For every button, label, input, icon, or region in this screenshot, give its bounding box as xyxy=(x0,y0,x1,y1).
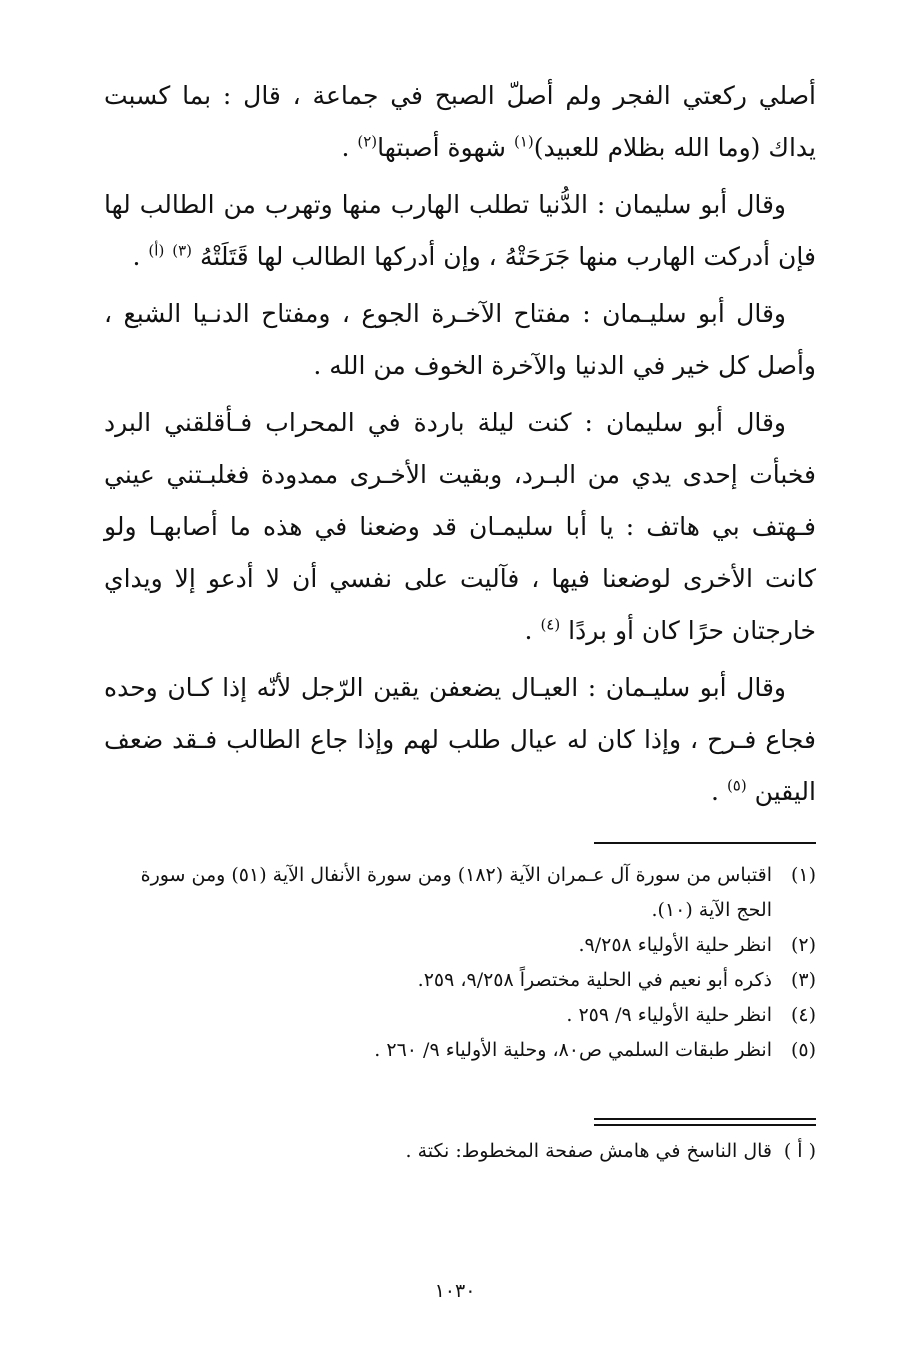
paragraph-text: وقال أبو سليمان : الدُّنيا تطلب الهارب منها وتهرب من الطالب لها فإن أدركت الهارب منها جَرَحَتْهُ ، وإن أدركها الطالب لها قَتَلَتْهُ xyxy=(104,190,816,271)
footnote-4 xyxy=(104,998,816,1033)
footnote-text: انظر طبقات السلمي ص٨٠، وحلية الأولياء ٩/ ٢٦٠ . xyxy=(374,1039,772,1061)
footnote-marker[interactable]: (١) xyxy=(513,132,534,151)
footnote-number: (٤) xyxy=(790,1004,816,1026)
margin-note-number: ( أ ) xyxy=(783,1140,816,1162)
footnote-separator xyxy=(594,842,816,844)
footnote-1 xyxy=(104,858,816,928)
footnote-marker[interactable]: (٤) xyxy=(540,615,561,634)
main-text xyxy=(104,70,816,823)
paragraph-end: . xyxy=(132,242,149,271)
footnote-number: (١) xyxy=(790,864,816,886)
footnote-text: ذكره أبو نعيم في الحلية مختصراً ٩/٢٥٨، ٢٥٩. xyxy=(417,969,772,991)
footnote-text: انظر حلية الأولياء ٩/٢٥٨. xyxy=(578,934,772,956)
paragraph-4 xyxy=(104,397,816,657)
paragraph-text: وقال أبو سليمان : كنت ليلة باردة في المحراب فـأقلقني البرد فخبأت إحدى يدي من البـرد، وبقيت الأخـرى ممدودة فغلبـتني عيني فـهتف بي هاتف : يا أبا سليمـان قد وضعنا في هذه ما أصابهـا ولو كانت الأخرى لوضعنا فيها ، فآليت على نفسي أن لا أدعو إلا ويداي خارجتان حرًا كان أو بردًا xyxy=(104,408,816,645)
margin-note-marker[interactable]: (أ) xyxy=(148,241,165,260)
footnote-text: انظر حلية الأولياء ٩/ ٢٥٩ . xyxy=(566,1004,772,1026)
paragraph-text: وقال أبو سليـمان : العيـال يضعفن يقين الرّجل لأنّه إذا كـان وحده فجاع فـرح ، وإذا كان له عيال طلب لهم وإذا جاع الطالب فـقد ضعف اليقين xyxy=(104,673,816,806)
footnote-text: اقتباس من سورة آل عـمران الآية (١٨٢) ومن سورة الأنفال الآية (٥١) ومن سورة الحج الآية (١٠). xyxy=(140,864,772,921)
footnote-marker[interactable]: (٥) xyxy=(726,776,747,795)
paragraph-end: . xyxy=(341,133,358,162)
footnote-marker[interactable]: (٢) xyxy=(357,132,378,151)
paragraph-tail: شهوة أصبتها xyxy=(377,133,514,162)
footnote-5 xyxy=(104,1033,816,1068)
footnote-number: (٥) xyxy=(790,1039,816,1061)
footnote-2 xyxy=(104,928,816,963)
margin-note xyxy=(104,1134,816,1169)
paragraph-5 xyxy=(104,662,816,818)
paragraph-3 xyxy=(104,288,816,392)
footnotes xyxy=(104,858,816,1068)
paragraph-end: . xyxy=(524,616,541,645)
paragraph-text: أصلي ركعتي الفجر ولم أصلّ الصبح في جماعة ، قال : بما كسبت يداك (وما الله بظلام للعبيد) xyxy=(104,81,816,162)
paragraph-2 xyxy=(104,179,816,283)
paragraph-1 xyxy=(104,70,816,174)
paragraph-end: . xyxy=(711,777,727,806)
page-number: ١٠٣٠ xyxy=(434,1280,476,1302)
footnote-3 xyxy=(104,963,816,998)
paragraph-text: وقال أبو سليـمان : مفتاح الآخـرة الجوع ، ومفتاح الدنـيا الشبع ، وأصل كل خير في الدنيا والآخرة الخوف من الله . xyxy=(104,299,816,380)
margin-note-separator xyxy=(594,1118,816,1130)
footnote-number: (٣) xyxy=(790,969,816,991)
margin-note-text: قال الناسخ في هامش صفحة المخطوط: نكتة . xyxy=(405,1140,772,1162)
footnote-number: (٢) xyxy=(790,934,816,956)
footnote-marker[interactable]: (٣) xyxy=(172,241,193,260)
separator-line xyxy=(594,1118,816,1120)
separator-line xyxy=(594,1124,816,1126)
